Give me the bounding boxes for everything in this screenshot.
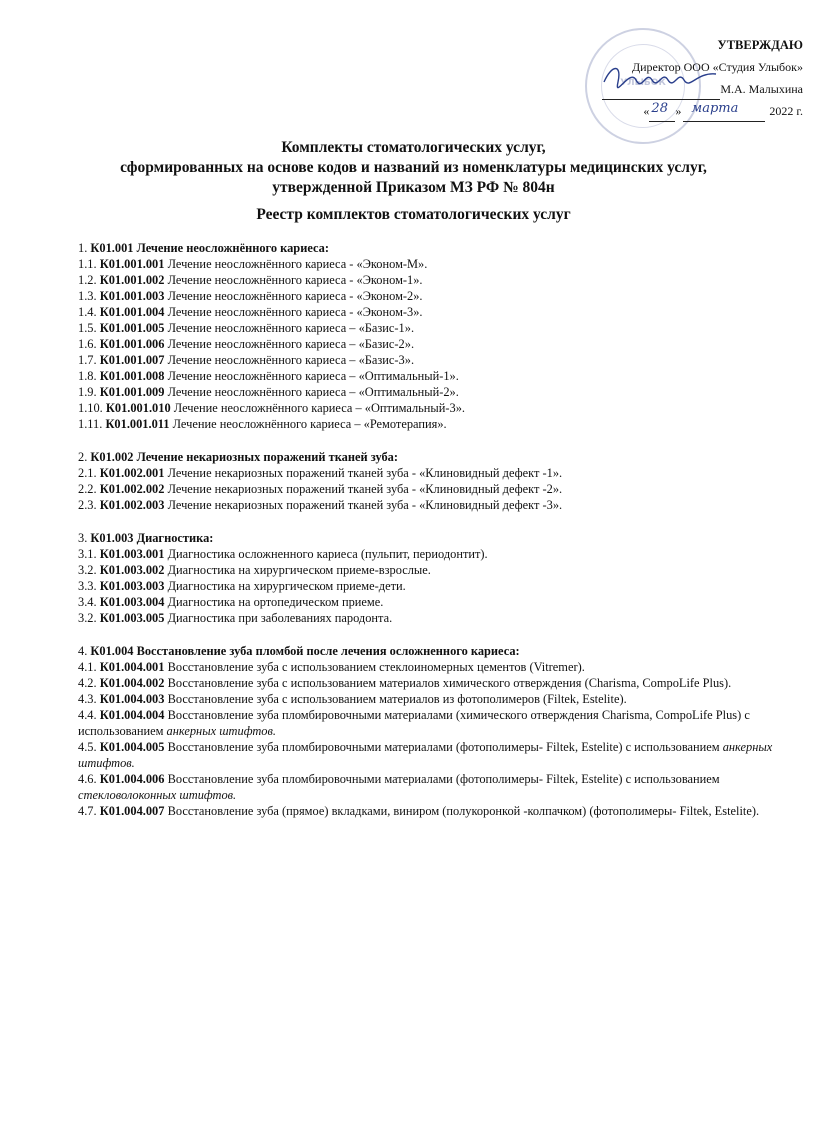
item-text: Лечение неосложнённого кариеса - «Эконом-1». bbox=[167, 273, 423, 287]
title-line-2: сформированных на основе кодов и названий из номенклатуры медицинских услуг, bbox=[120, 159, 707, 176]
item-text: Диагностика осложненного кариеса (пульпит, периодонтит). bbox=[167, 547, 488, 561]
list-item bbox=[78, 368, 798, 384]
section-title: Лечение неосложнённого кариеса: bbox=[136, 241, 329, 255]
item-code: К01.003.002 bbox=[99, 563, 165, 577]
item-text: Восстановление зуба (прямое) вкладками, виниром (полукоронкой -колпачком) (фотополимеры- Filtek, Estelite). bbox=[167, 804, 760, 818]
list-item bbox=[78, 739, 798, 771]
list-item bbox=[78, 352, 798, 368]
item-text: Диагностика при заболеваниях пародонта. bbox=[167, 611, 393, 625]
section-code: К01.003 bbox=[90, 531, 134, 545]
list-item bbox=[78, 497, 798, 513]
date-close-quote: » bbox=[675, 104, 682, 118]
item-code: К01.001.008 bbox=[99, 369, 165, 383]
item-text: Лечение неосложнённого кариеса – «Базис-3». bbox=[167, 353, 415, 367]
item-code: К01.004.006 bbox=[99, 772, 165, 786]
approval-title: УТВЕРЖДАЮ bbox=[717, 38, 803, 52]
item-code: К01.001.007 bbox=[99, 353, 165, 367]
item-code: К01.001.004 bbox=[99, 305, 165, 319]
document-subtitle: Реестр комплектов стоматологических услуг bbox=[256, 206, 571, 223]
approval-date-line bbox=[543, 100, 803, 122]
stamp-text: УЛЫБОК bbox=[620, 78, 666, 88]
item-number: 1.10. bbox=[78, 401, 103, 415]
list-item bbox=[78, 304, 798, 320]
list-item bbox=[78, 272, 798, 288]
section-number: 1. bbox=[78, 241, 88, 255]
list-item bbox=[78, 803, 798, 819]
item-text: Лечение неосложнённого кариеса – «Базис-2». bbox=[167, 337, 415, 351]
item-number: 1.1. bbox=[78, 257, 97, 271]
section-code: К01.004 bbox=[90, 644, 134, 658]
date-day-blank bbox=[649, 101, 675, 122]
section-title: Диагностика: bbox=[136, 531, 214, 545]
item-code: К01.001.006 bbox=[99, 337, 165, 351]
item-text: Лечение неосложнённого кариеса – «Оптимальный-1». bbox=[167, 369, 459, 383]
item-code: К01.004.004 bbox=[99, 708, 165, 722]
item-number: 4.1. bbox=[78, 660, 97, 674]
item-text: Лечение неосложнённого кариеса - «Эконом-3». bbox=[167, 305, 423, 319]
item-text: Лечение некариозных поражений тканей зуба - «Клиновидный дефект -1». bbox=[167, 466, 563, 480]
list-item bbox=[78, 256, 798, 272]
item-code: К01.002.003 bbox=[99, 498, 165, 512]
item-number: 1.2. bbox=[78, 273, 97, 287]
item-number: 1.6. bbox=[78, 337, 97, 351]
item-italic-note: стекловолоконных штифтов. bbox=[78, 788, 237, 802]
item-text: Восстановление зуба пломбировочными материалами (фотополимеры- Filtek, Estelite) с использованием bbox=[167, 772, 720, 786]
item-number: 1.5. bbox=[78, 321, 97, 335]
list-item bbox=[78, 594, 798, 610]
section-heading bbox=[78, 240, 798, 256]
item-number: 1.8. bbox=[78, 369, 97, 383]
item-text: Восстановление зуба пломбировочными материалами (фотополимеры- Filtek, Estelite) с использованием bbox=[167, 740, 723, 754]
list-item bbox=[78, 562, 798, 578]
item-number: 3.4. bbox=[78, 595, 97, 609]
list-item bbox=[78, 707, 798, 739]
item-number: 4.2. bbox=[78, 676, 97, 690]
item-code: К01.003.003 bbox=[99, 579, 165, 593]
list-item bbox=[78, 675, 798, 691]
item-number: 2.3. bbox=[78, 498, 97, 512]
title-line-1: Комплекты стоматологических услуг, bbox=[281, 139, 546, 156]
approval-name: М.А. Малыхина bbox=[720, 82, 803, 96]
item-code: К01.003.005 bbox=[99, 611, 165, 625]
section-title: Восстановление зуба пломбой после лечения осложненного кариеса: bbox=[136, 644, 520, 658]
section-heading bbox=[78, 643, 798, 659]
item-code: К01.004.001 bbox=[99, 660, 165, 674]
item-code: К01.002.002 bbox=[99, 482, 165, 496]
section-heading bbox=[78, 530, 798, 546]
title-line-3: утвержденной Приказом МЗ РФ № 804н bbox=[272, 179, 555, 196]
approval-signature-line bbox=[543, 78, 803, 100]
item-text: Лечение неосложнённого кариеса – «Базис-1». bbox=[167, 321, 415, 335]
item-number: 3.1. bbox=[78, 547, 97, 561]
item-code: К01.001.005 bbox=[99, 321, 165, 335]
item-number: 4.6. bbox=[78, 772, 97, 786]
item-italic-note: анкерных штифтов. bbox=[166, 724, 276, 738]
registry-section bbox=[78, 530, 798, 626]
item-code: К01.003.004 bbox=[99, 595, 165, 609]
list-item bbox=[78, 416, 798, 432]
item-text: Восстановление зуба с использованием материалов химического отверждения (Charisma, CompoLife Plus). bbox=[167, 676, 732, 690]
item-code: К01.003.001 bbox=[99, 547, 165, 561]
item-number: 2.2. bbox=[78, 482, 97, 496]
item-number: 4.3. bbox=[78, 692, 97, 706]
list-item bbox=[78, 336, 798, 352]
item-code: К01.001.002 bbox=[99, 273, 165, 287]
section-heading bbox=[78, 449, 798, 465]
document-title bbox=[60, 138, 767, 198]
date-day: 28 bbox=[651, 101, 668, 116]
list-item bbox=[78, 481, 798, 497]
item-code: К01.001.001 bbox=[99, 257, 165, 271]
section-number: 4. bbox=[78, 644, 88, 658]
item-code: К01.004.005 bbox=[99, 740, 165, 754]
date-year: 2022 г. bbox=[769, 104, 803, 118]
list-item bbox=[78, 320, 798, 336]
item-text: Лечение некариозных поражений тканей зуба - «Клиновидный дефект -2». bbox=[167, 482, 563, 496]
item-text: Лечение неосложнённого кариеса - «Эконом-2». bbox=[167, 289, 423, 303]
registry-list bbox=[78, 240, 798, 836]
section-code: К01.002 bbox=[90, 450, 134, 464]
item-text: Лечение неосложнённого кариеса - «Эконом-М». bbox=[167, 257, 428, 271]
section-number: 2. bbox=[78, 450, 88, 464]
item-text: Лечение неосложнённого кариеса – «Оптимальный-2». bbox=[167, 385, 459, 399]
date-open-quote: « bbox=[643, 104, 650, 118]
list-item bbox=[78, 691, 798, 707]
registry-section bbox=[78, 240, 798, 432]
registry-section bbox=[78, 449, 798, 513]
item-text: Диагностика на ортопедическом приеме. bbox=[167, 595, 384, 609]
item-number: 4.4. bbox=[78, 708, 97, 722]
item-italic-note: анкерных штифтов. bbox=[78, 740, 773, 770]
item-number: 4.5. bbox=[78, 740, 97, 754]
item-number: 1.11. bbox=[78, 417, 103, 431]
section-title: Лечение некариозных поражений тканей зуба: bbox=[136, 450, 399, 464]
item-text: Лечение неосложнённого кариеса – «Ремотерапия». bbox=[172, 417, 447, 431]
list-item bbox=[78, 546, 798, 562]
date-month: марта bbox=[691, 101, 739, 116]
item-code: К01.004.007 bbox=[99, 804, 165, 818]
date-month-blank bbox=[683, 101, 765, 122]
item-code: К01.001.003 bbox=[99, 289, 165, 303]
item-number: 3.2. bbox=[78, 611, 97, 625]
list-item bbox=[78, 578, 798, 594]
list-item bbox=[78, 288, 798, 304]
registry-section bbox=[78, 643, 798, 819]
item-number: 3.2. bbox=[78, 563, 97, 577]
list-item bbox=[78, 659, 798, 675]
item-number: 1.7. bbox=[78, 353, 97, 367]
item-number: 2.1. bbox=[78, 466, 97, 480]
item-number: 1.3. bbox=[78, 289, 97, 303]
approval-block bbox=[543, 34, 803, 122]
item-number: 1.4. bbox=[78, 305, 97, 319]
item-text: Диагностика на хирургическом приеме-взрослые. bbox=[167, 563, 431, 577]
item-text: Лечение неосложнённого кариеса – «Оптимальный-3». bbox=[173, 401, 465, 415]
item-code: К01.004.002 bbox=[99, 676, 165, 690]
list-item bbox=[78, 771, 798, 803]
item-code: К01.001.010 bbox=[105, 401, 171, 415]
item-number: 4.7. bbox=[78, 804, 97, 818]
item-code: К01.002.001 bbox=[99, 466, 165, 480]
item-text: Лечение некариозных поражений тканей зуба - «Клиновидный дефект -3». bbox=[167, 498, 563, 512]
list-item bbox=[78, 384, 798, 400]
item-code: К01.001.011 bbox=[105, 417, 170, 431]
item-text: Диагностика на хирургическом приеме-дети. bbox=[167, 579, 406, 593]
list-item bbox=[78, 400, 798, 416]
item-number: 1.9. bbox=[78, 385, 97, 399]
approval-position: Директор ООО «Студия Улыбок» bbox=[631, 60, 803, 74]
item-text: Восстановление зуба с использованием стеклоиномерных цементов (Vitremer). bbox=[167, 660, 585, 674]
list-item bbox=[78, 610, 798, 626]
item-code: К01.004.003 bbox=[99, 692, 165, 706]
item-text: Восстановление зуба с использованием материалов из фотополимеров (Filtek, Estelite). bbox=[167, 692, 627, 706]
item-number: 3.3. bbox=[78, 579, 97, 593]
section-code: К01.001 bbox=[90, 241, 134, 255]
item-text: Восстановление зуба пломбировочными материалами (химического отверждения Charisma, CompoLife Plus) с использованием bbox=[78, 708, 750, 738]
section-number: 3. bbox=[78, 531, 88, 545]
list-item bbox=[78, 465, 798, 481]
item-code: К01.001.009 bbox=[99, 385, 165, 399]
